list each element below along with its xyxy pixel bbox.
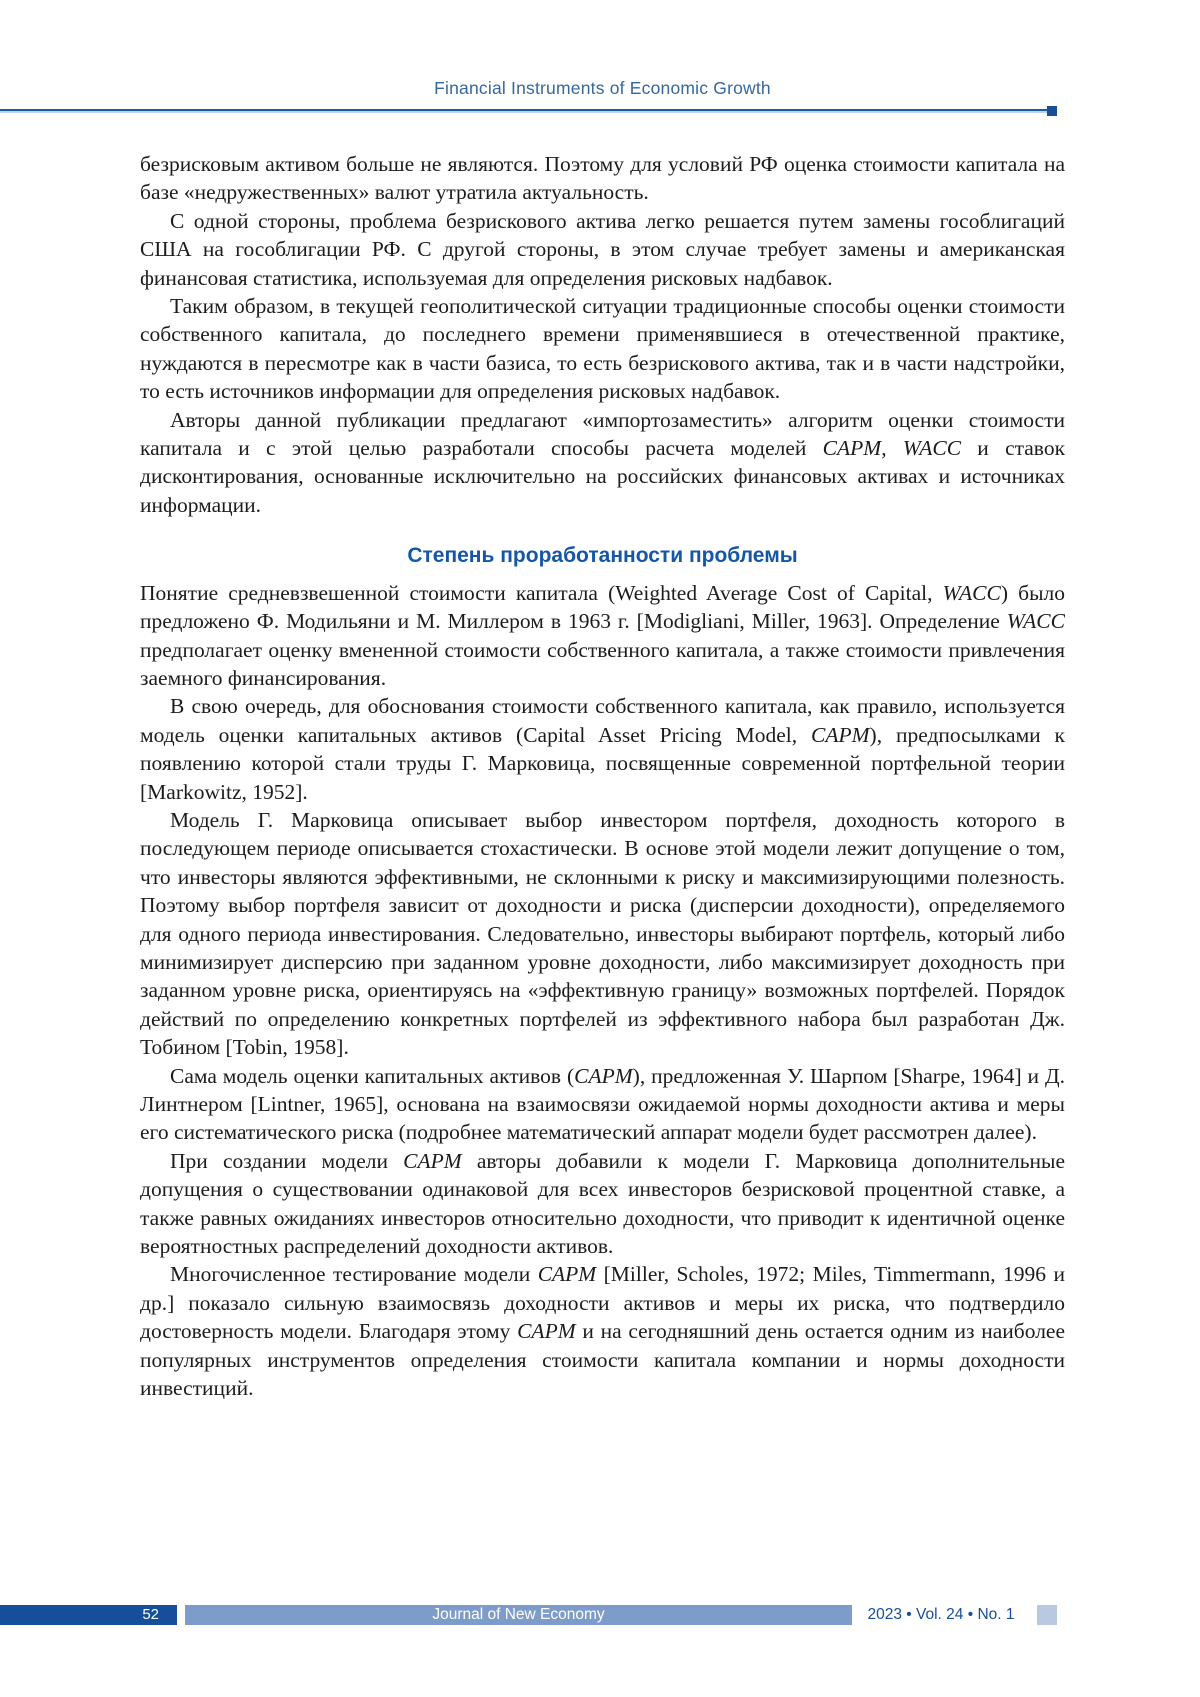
body-paragraph: С одной стороны, проблема безрискового актива легко решается путем замены гособлигаций США на гособлигации РФ. С другой стороны, в этом случае требует замены и американская финансовая статистика, используемая для определения рисковых надбавок. <box>140 208 1065 290</box>
body-paragraph: В свою очередь, для обоснования стоимости собственного капитала, как правило, используется модель оценки капитальных активов (Capital Asset Pricing Model, CAPM), предпосылками к появлению которой стали труды Г. Марковица, посвященные современной портфельной теории [Markowitz, 1952]. <box>140 694 1065 804</box>
body-paragraph: Многочисленное тестирование модели CAPM [Miller, Scholes, 1972; Miles, Timmermann, 1996 и др.] показало сильную взаимосвязь доходности активов и меры их риска, что подтвердило достоверность модели. Благодаря этому CAPM и на сегодняшний день остается одним из наиболее популярных инструментов определения стоимости капитала компании и нормы доходности инвестиций. <box>140 1262 1066 1401</box>
italic-term: CAPM <box>537 1262 597 1287</box>
page-number-badge <box>0 1605 177 1625</box>
italic-term: CAPM <box>574 1063 633 1088</box>
page-footer <box>0 1605 1200 1625</box>
italic-term: CAPM <box>822 436 882 461</box>
body-paragraph: Модель Г. Марковица описывает выбор инвестором портфеля, доходность которого в последующем периоде описывается стохастически. В основе этой модели лежит допущение о том, что инвесторы являются эффективными, не склонными к риску и максимизирующими полезность. Поэтому выбор портфеля зависит от доходности и риска (дисперсии доходности), определяемого для одного периода инвестирования. Следовательно, инвесторы выбирают портфель, который либо минимизирует дисперсию при заданном уровне доходности, либо максимизирует доходность при заданном уровне риска, ориентируясь на «эффективную границу» возможных портфелей. Порядок действий по определению конкретных портфелей из эффективного набора был разработан Дж. Тобином [Tobin, 1958]. <box>140 807 1065 1060</box>
body-paragraph: При создании модели CAPM авторы добавили к модели Г. Марковица дополнительные допущения о существовании одинаковой для всех инвесторов безрисковой процентной ставке, а также равных ожиданиях инвесторов относительно доходности, что приводит к идентичной оценке вероятностных распределений доходности активов. <box>140 1148 1065 1259</box>
body-paragraph: Сама модель оценки капитальных активов (CAPM), предложенная У. Шарпом [Sharpe, 1964] и Д. Линтнером [Lintner, 1965], основана на взаимосвязи ожидаемой нормы доходности актива и меры его систематического риска (подробнее математический аппарат модели будет рассмотрен далее). <box>140 1063 1065 1145</box>
body-paragraph: Авторы данной публикации предлагают «импортозаместить» алгоритм оценки стоимости капитала и с этой целью разработали способы расчета моделей CAPM, WACC и ставок дисконтирования, основанные исключительно на российских финансовых активах и источниках информации. <box>140 407 1066 517</box>
running-head-title: Financial Instruments of Economic Growth <box>434 78 771 98</box>
body-paragraph: безрисковым активом больше не являются. Поэтому для условий РФ оценка стоимости капитала на базе «недружественных» валют утратила актуальность. <box>140 152 1065 205</box>
journal-name-bar <box>185 1605 852 1625</box>
rule-end-square <box>1047 106 1057 116</box>
italic-term: CAPM <box>517 1319 576 1344</box>
italic-term: WACC <box>1006 609 1065 634</box>
section-heading: Степень проработанности проблемы <box>407 544 798 568</box>
italic-term: CAPM <box>811 722 870 747</box>
italic-term: WACC <box>942 580 1001 605</box>
header-rule <box>0 109 1053 113</box>
italic-term: CAPM <box>403 1148 462 1173</box>
page-number: 52 <box>142 1606 159 1623</box>
body-paragraph: Таким образом, в текущей геополитической ситуации традиционные способы оценки стоимости собственного капитала, до последнего времени применявшиеся в отечественной практике, нуждаются в пересмотре как в части базиса, то есть безрискового актива, так и в части надстройки, то есть источников информации для определения рисковых надбавок. <box>140 294 1065 404</box>
italic-term: WACC <box>902 436 962 461</box>
body-paragraph: Понятие средневзвешенной стоимости капитала (Weighted Average Cost of Capital, WACC) было предложено Ф. Модильяни и М. Миллером в 1963 г. [Modigliani, Miller, 1963]. Определение WACC предполагает оценку вмененной стоимости собственного капитала, а также стоимости привлечения заемного финансирования. <box>140 580 1066 690</box>
article-body <box>140 150 1065 1402</box>
issue-info: 2023 • Vol. 24 • No. 1 <box>867 1606 1015 1623</box>
footer-end-square <box>1037 1605 1057 1625</box>
journal-name: Journal of New Economy <box>432 1606 605 1623</box>
